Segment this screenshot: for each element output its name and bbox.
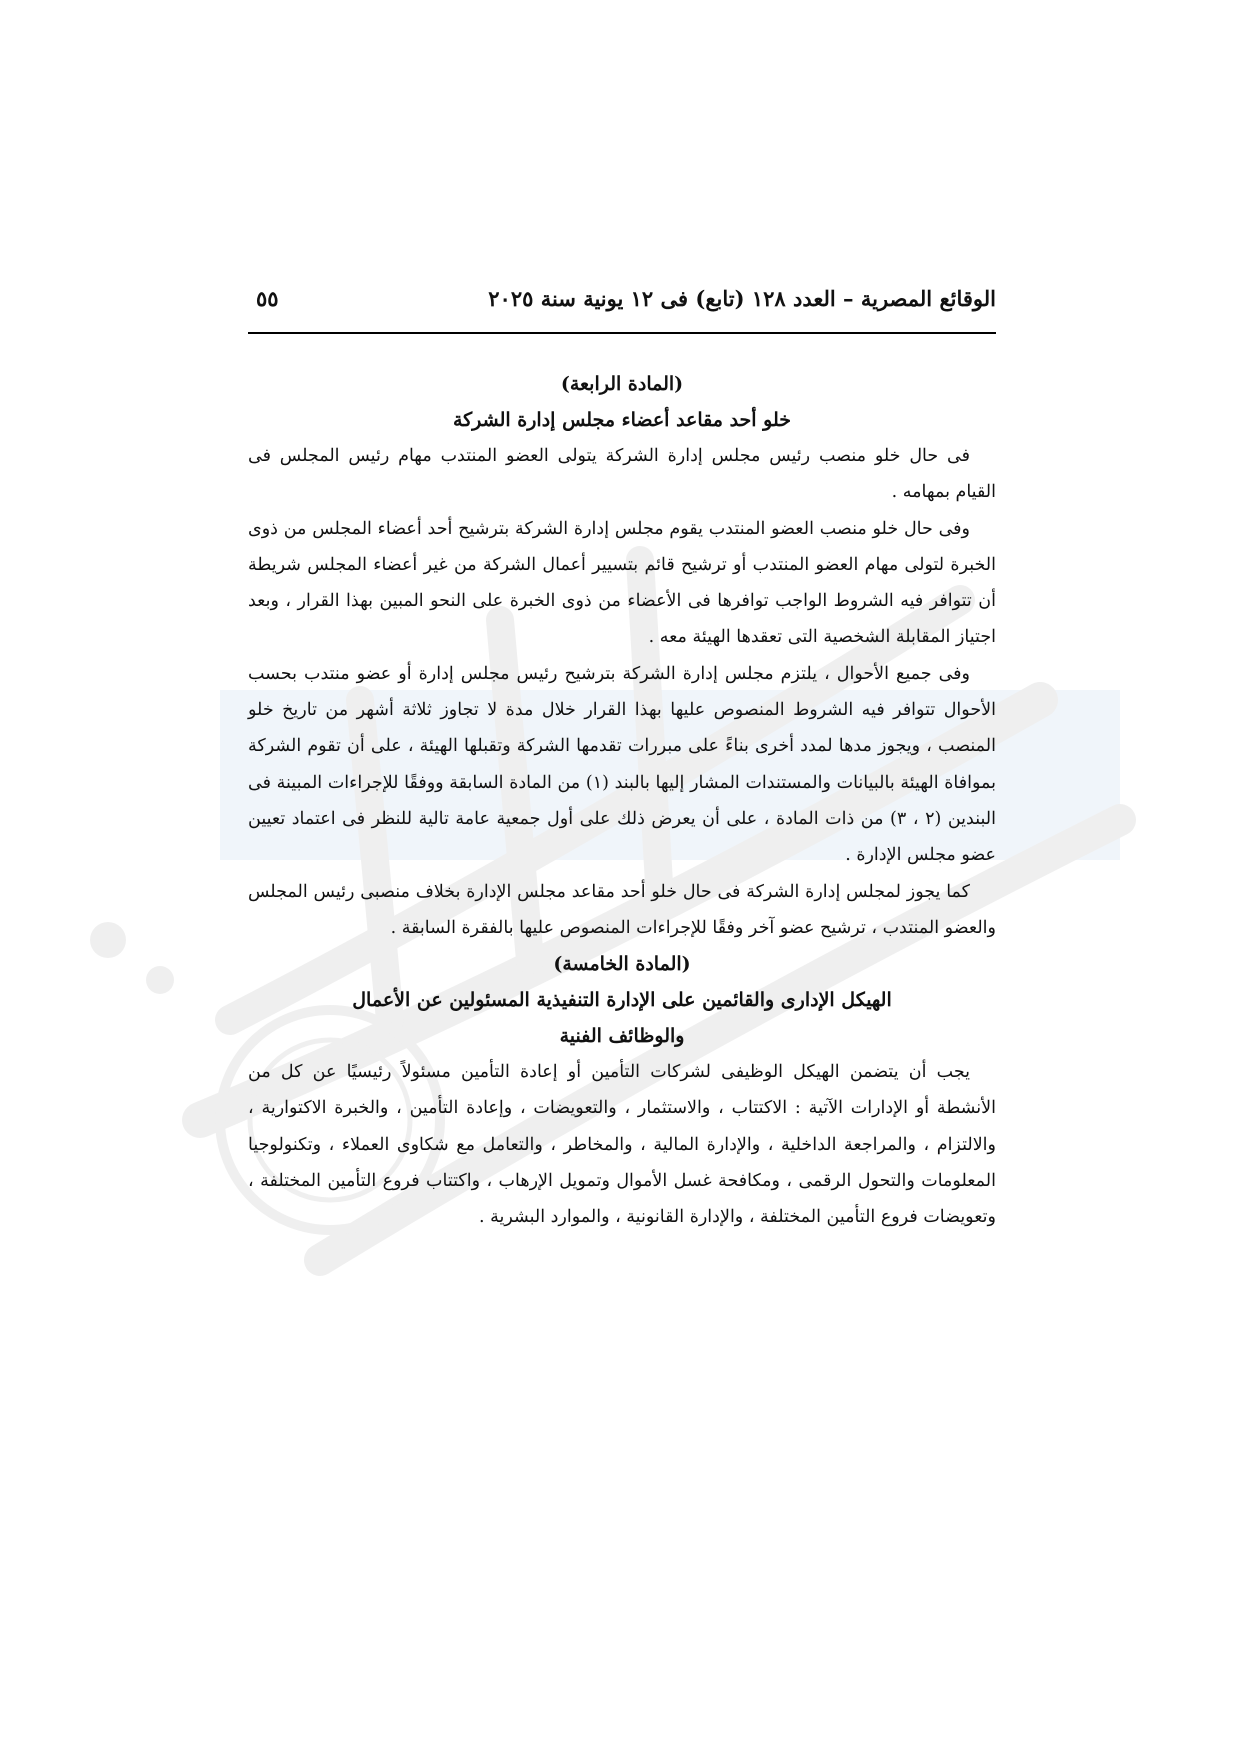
paragraph: كما يجوز لمجلس إدارة الشركة فى حال خلو أحد مقاعد مجلس الإدارة بخلاف منصبى رئيس المجلس والعضو المنتدب ، ترشيح عضو آخر وفقًا للإجراءات المنصوص عليها بالفقرة السابقة . xyxy=(248,881,996,938)
paragraph: يجب أن يتضمن الهيكل الوظيفى لشركات التأمين أو إعادة التأمين مسئولاً رئيسيًا عن كل من الأنشطة أو الإدارات الآتية : الاكتتاب ، والاستثمار ، والتعويضات ، وإعادة التأمين ، والخبرة الاكتوارية ، والالتزام ، والمراجعة الداخلية ، والإدارة المالية ، والمخاطر ، والتعامل مع شكاوى العملاء ، وتكنولوجيا المعلومات والتحول الرقمى ، ومكافحة غسل الأموال وتمويل الإرهاب ، واكتتاب فروع التأمين المختلفة ، وتعويضات فروع التأمين المختلفة ، والإدارة القانونية ، والموارد البشرية . xyxy=(248,1062,996,1228)
page-header xyxy=(248,284,996,334)
article-5-title: (المادة الخامسة) xyxy=(553,953,691,976)
article-5 xyxy=(248,946,996,1235)
page-body xyxy=(248,366,996,1236)
article-4-subtitle: خلو أحد مقاعد أعضاء مجلس إدارة الشركة xyxy=(452,409,792,431)
page-number: ٥٥ xyxy=(256,286,279,311)
article-5-subtitle-line2: والوظائف الفنية xyxy=(559,1025,685,1048)
paragraph: وفى جميع الأحوال ، يلتزم مجلس إدارة الشركة بترشيح رئيس مجلس إدارة أو عضو منتدب بحسب الأحوال تتوافر فيه الشروط المنصوص عليها بهذا القرار خلال مدة لا تجاوز ثلاثة أشهر من تاريخ خلو المنصب ، ويجوز مدها لمدد أخرى بناءً على مبررات تقدمها الشركة وتقبلها الهيئة ، على أن تقوم الشركة بموافاة الهيئة بالبيانات والمستندات المشار إليها بالبند (١) من المادة السابقة ووفقًا للإجراءات المبينة فى البندين (٢ ، ٣) من ذات المادة ، على أن يعرض ذلك على أول جمعية عامة تالية للنظر فى اعتماد تعيين عضو مجلس الإدارة . xyxy=(248,663,996,866)
paragraph: وفى حال خلو منصب العضو المنتدب يقوم مجلس إدارة الشركة بترشيح أحد أعضاء المجلس من ذوى الخبرة لتولى مهام العضو المنتدب أو ترشيح قائم بتسيير أعمال الشركة من غير أعضاء المجلس شريطة أن تتوافر فيه الشروط الواجب توافرها فى الأعضاء من ذوى الخبرة على النحو المبين بهذا القرار ، وبعد اجتياز المقابلة الشخصية التى تعقدها الهيئة معه . xyxy=(248,518,996,648)
article-4 xyxy=(248,366,996,946)
article-4-title: (المادة الرابعة) xyxy=(560,373,684,395)
article-5-subtitle-line1: الهيكل الإدارى والقائمين على الإدارة التنفيذية المسئولين عن الأعمال xyxy=(352,989,892,1012)
gazette-title: الوقائع المصرية – العدد ١٢٨ (تابع) فى ١٢ يونية سنة ٢٠٢٥ xyxy=(488,286,996,311)
paragraph: فى حال خلو منصب رئيس مجلس إدارة الشركة يتولى العضو المنتدب مهام رئيس المجلس فى القيام بمهامه . xyxy=(248,446,996,503)
